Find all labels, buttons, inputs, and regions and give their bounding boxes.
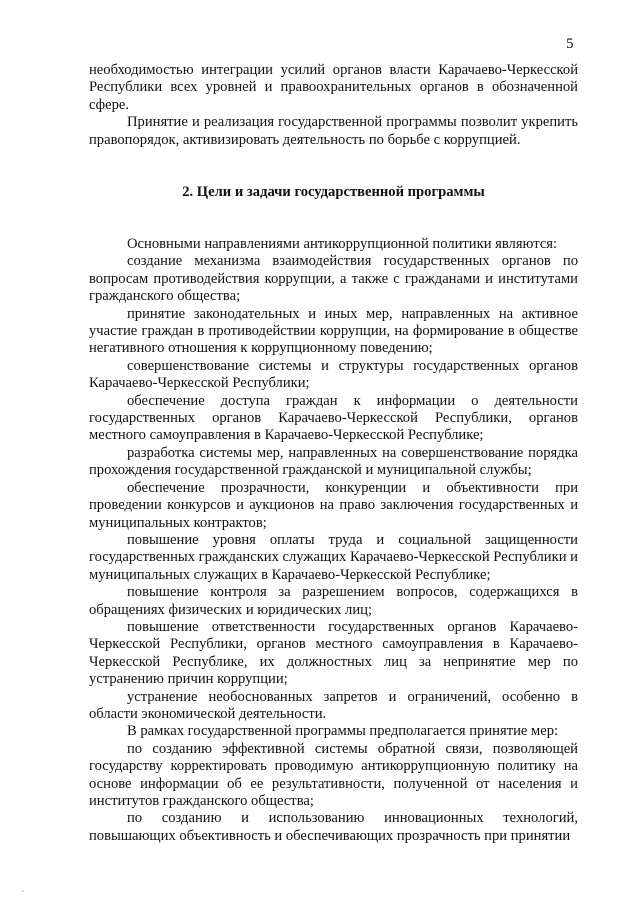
paragraph: обеспечение прозрачности, конкуренции и объективности при проведении конкурсов и аукционов на право заключения государственных и муниципальных контрактов; xyxy=(89,479,578,531)
paragraph: повышение контроля за разрешением вопросов, содержащихся в обращениях физических и юридических лиц; xyxy=(89,584,578,618)
paragraph: Принятие и реализация государственной программы позволит укрепить правопорядок, активизировать деятельность по борьбе с коррупцией. xyxy=(89,114,578,148)
paragraph: по созданию эффективной системы обратной связи, позволяющей государству корректировать проводимую антикоррупционную политику на основе информации об ее результативности, полученной от населения и институтов гражданского общества; xyxy=(89,740,578,809)
scan-speck xyxy=(22,890,24,892)
paragraph: совершенствование системы и структуры государственных органов Карачаево-Черкесской Республики; xyxy=(89,357,578,392)
intro-text xyxy=(89,62,578,149)
paragraph: обеспечение доступа граждан к информации о деятельности государственных органов Карачаево-Черкесской Республики, органов местного самоуправления в Карачаево-Черкесской Республике; xyxy=(89,392,578,444)
paragraph: повышение уровня оплаты труда и социальной защищенности государственных гражданских служащих Карачаево-Черкесской Республики и муниципальных служащих в Карачаево-Черкесской Республике; xyxy=(89,531,578,583)
paragraph: В рамках государственной программы предполагается принятие мер: xyxy=(127,723,559,740)
paragraph: повышение ответственности государственных органов Карачаево-Черкесской Республики, органов местного самоуправления в Карачаево-Черкесской Республике, их должностных лиц за непринятие мер по устранению причин коррупции; xyxy=(89,618,578,688)
paragraph: по созданию и использованию инновационных технологий, повышающих объективность и обеспечивающих прозрачность при принятии xyxy=(89,810,578,844)
paragraph: создание механизма взаимодействия государственных органов по вопросам противодействия коррупции, а также с гражданами и институтами гражданского общества; xyxy=(89,253,578,305)
paragraph: устранение необоснованных запретов и ограничений, особенно в области экономической деятельности. xyxy=(89,688,578,722)
paragraph: необходимостью интеграции усилий органов власти Карачаево-Черкесской Республики всех уровней и правоохранительных органов в обозначенной сфере. xyxy=(89,62,578,113)
main-text xyxy=(89,236,578,845)
section-heading: 2. Цели и задачи государственной программы xyxy=(182,184,485,200)
paragraph: Основными направлениями антикоррупционной политики являются: xyxy=(127,236,558,252)
page-number: 5 xyxy=(566,36,574,52)
paragraph: принятие законодательных и иных мер, направленных на активное участие граждан в противодействии коррупции, на формирование в обществе негативного отношения к коррупционному поведению; xyxy=(89,305,578,357)
paragraph: разработка системы мер, направленных на совершенствование порядка прохождения государственной гражданской и муниципальной службы; xyxy=(89,444,578,479)
